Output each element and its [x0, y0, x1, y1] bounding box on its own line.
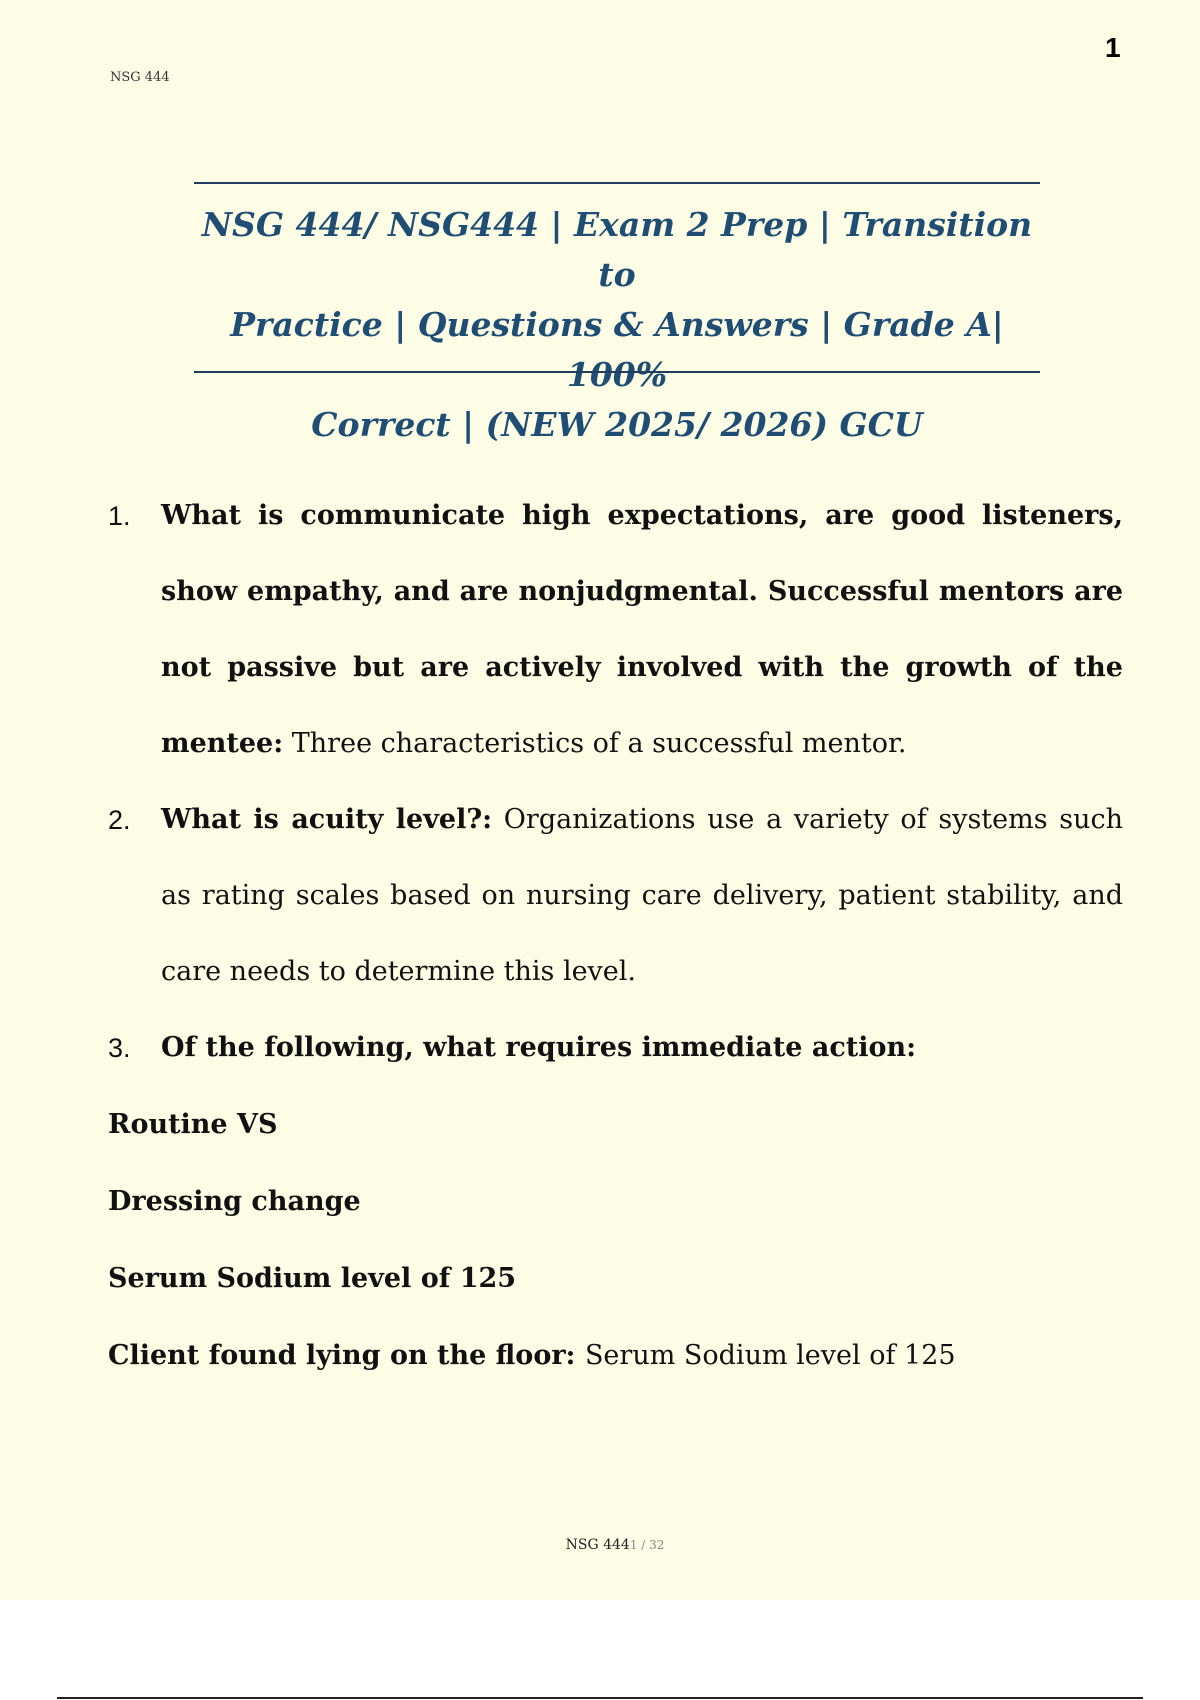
question-text: Of the following, what requires immediate action:	[161, 1032, 917, 1063]
question-item-1	[108, 478, 1123, 782]
question-text: What is communicate high expectations, are good listeners, show empathy, and are nonjudgmental. Successful mentors are not passive but are actively involved with the growth of the mentee:	[161, 500, 1123, 759]
page-separator-rule	[57, 1697, 1143, 1699]
page-number: 1	[1105, 32, 1121, 63]
question-item-2	[108, 782, 1123, 1010]
question-number: 1.	[108, 501, 131, 531]
document-title	[194, 200, 1040, 450]
question-text: What is acuity level?:	[161, 804, 493, 835]
footer-course-label: NSG 444	[565, 1537, 630, 1553]
title-line-1: NSG 444/ NSG444 | Exam 2 Prep | Transition to	[201, 205, 1033, 294]
title-line-3: Correct | (NEW 2025/ 2026) GCU	[311, 405, 923, 444]
question-number: 3.	[108, 1033, 131, 1063]
option-label: Client found lying on the floor:	[108, 1340, 576, 1371]
header-course-label: NSG 444	[110, 70, 170, 85]
question-item-3	[108, 1010, 1123, 1086]
option-serum-sodium: Serum Sodium level of 125	[108, 1263, 517, 1294]
answer-text: Three characteristics of a successful mentor.	[291, 728, 907, 759]
title-top-rule	[194, 182, 1040, 184]
option-client-floor	[108, 1317, 1123, 1394]
answer-text: Serum Sodium level of 125	[584, 1340, 956, 1371]
page-footer	[0, 1537, 1200, 1553]
title-line-2: Practice | Questions & Answers | Grade A| 100%	[230, 305, 1004, 394]
questions-list	[108, 478, 1123, 1394]
option-routine-vs: Routine VS	[108, 1109, 278, 1140]
question-number: 2.	[108, 805, 131, 835]
footer-page-indicator: 1 / 32	[629, 1538, 665, 1552]
title-bottom-rule	[194, 371, 1040, 373]
option-dressing-change: Dressing change	[108, 1186, 361, 1217]
answer-text: Organizations use a variety of systems such as rating scales based on nursing care delivery, patient stability, and care needs to determine this level.	[161, 804, 1123, 987]
